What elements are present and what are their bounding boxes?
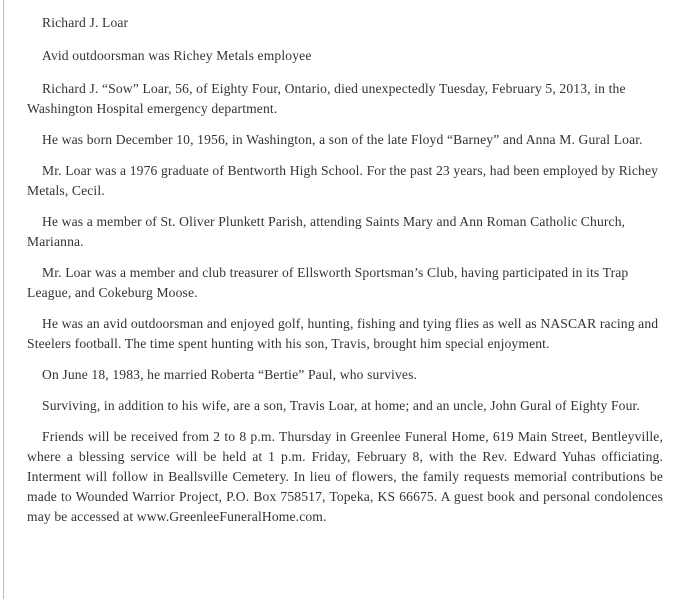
obituary-paragraph-birth: He was born December 10, 1956, in Washington, a son of the late Floyd “Barney” and Anna M. Gural Loar. xyxy=(42,132,643,147)
obituary-paragraph-hobbies: He was an avid outdoorsman and enjoyed golf, hunting, fishing and tying flies as well as NASCAR racing and Steelers football. The time spent hunting with his son, Travis, brought him special enjoyment. xyxy=(27,316,659,351)
obituary-paragraph-education-employment: Mr. Loar was a 1976 graduate of Bentworth High School. For the past 23 years, had been employed by Richey Metals, Cecil. xyxy=(27,163,659,198)
obituary-paragraph-clubs: Mr. Loar was a member and club treasurer of Ellsworth Sportsman’s Club, having participated in its Trap League, and Cokeburg Moose. xyxy=(27,265,629,300)
obituary-paragraph-church: He was a member of St. Oliver Plunkett Parish, attending Saints Mary and Ann Roman Catholic Church, Marianna. xyxy=(27,214,626,249)
obituary-paragraph-marriage: On June 18, 1983, he married Roberta “Bertie” Paul, who survives. xyxy=(42,367,418,382)
obituary-headline: Richard J. Loar xyxy=(42,15,129,30)
left-margin-rule xyxy=(3,0,4,599)
obituary-paragraph-survivors: Surviving, in addition to his wife, are a son, Travis Loar, at home; and an uncle, John Gural of Eighty Four. xyxy=(42,398,640,413)
obituary-subheadline: Avid outdoorsman was Richey Metals employee xyxy=(42,48,312,63)
obituary-paragraph-death-notice: Richard J. “Sow” Loar, 56, of Eighty Four, Ontario, died unexpectedly Tuesday, February 5, 2013, in the Washington Hospital emergency department. xyxy=(27,81,626,116)
obituary-paragraph-services: Friends will be received from 2 to 8 p.m. Thursday in Greenlee Funeral Home, 619 Main Street, Bentleyville, where a blessing service will be held at 1 p.m. Friday, February 8, with the Rev. Edward Yuhas officiating. Interment will follow in Beallsville Cemetery. In lieu of flowers, the family requests memorial contributions be made to Wounded Warrior Project, P.O. Box 758517, Topeka, KS 66675. A guest book and personal condolences may be accessed at www.GreenleeFuneralHome.com. xyxy=(27,429,663,524)
obituary-document xyxy=(27,13,663,593)
